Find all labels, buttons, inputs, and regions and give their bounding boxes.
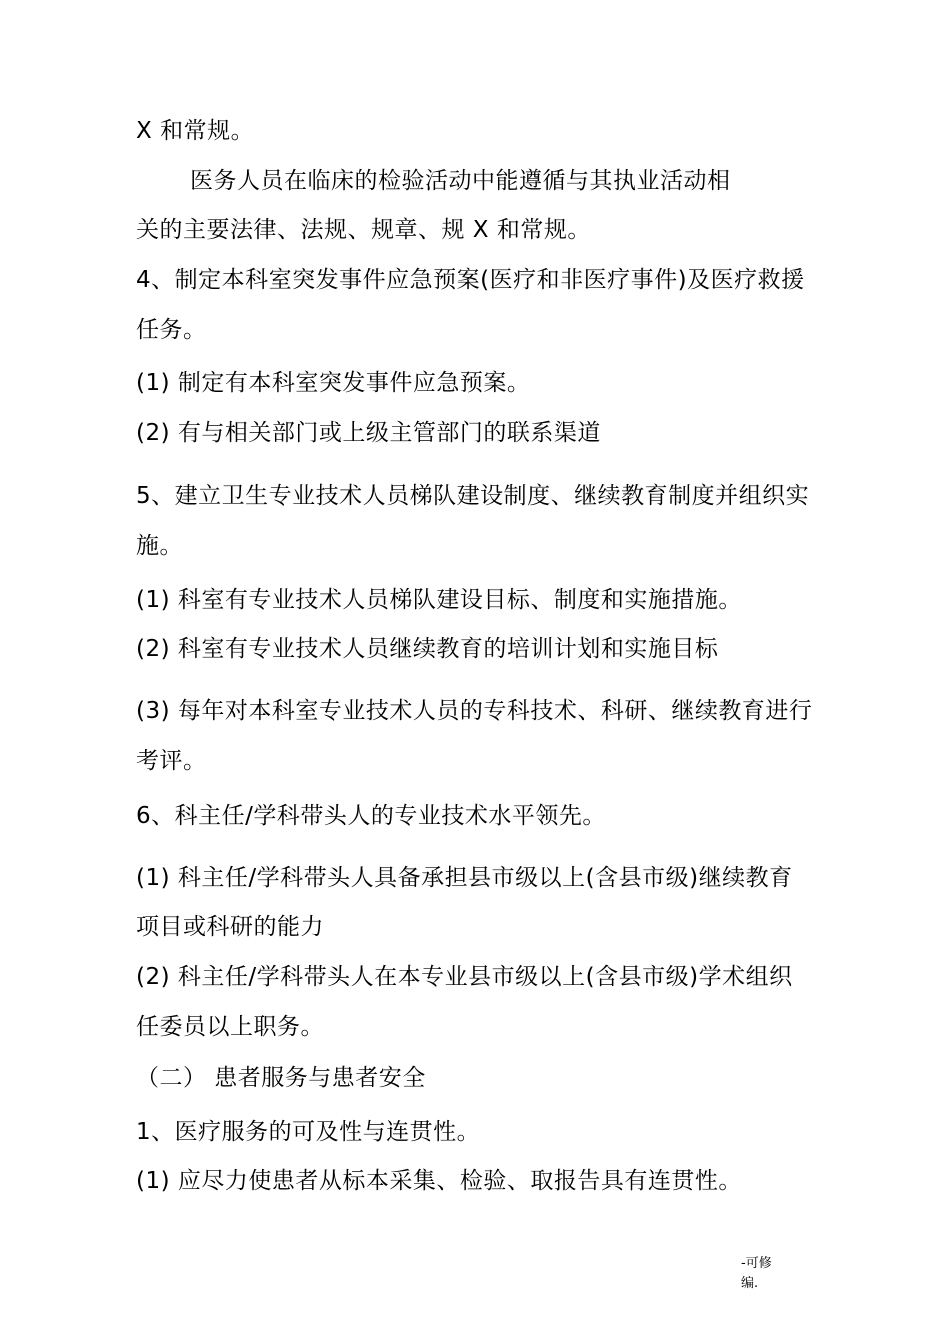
text-line: X 和常规。 <box>136 118 255 144</box>
text-line: 6、科主任/学科带头人的专业技术水平领先。 <box>136 803 606 829</box>
text-line: 考评。 <box>136 748 207 774</box>
section-heading: （二） 患者服务与患者安全 <box>136 1065 426 1091</box>
text-line: (2) 科主任/学科带头人在本专业县市级以上(含县市级)学术组织 <box>136 964 793 990</box>
footer-note-line1: -可修 <box>741 1256 772 1271</box>
text-line: (1) 应尽力使患者从标本采集、检验、取报告具有连贯性。 <box>136 1168 742 1194</box>
text-line: (3) 每年对本科室专业技术人员的专科技术、科研、继续教育进行 <box>136 698 813 724</box>
text-line: (1) 科主任/学科带头人具备承担县市级以上(含县市级)继续教育 <box>136 865 793 891</box>
text-line: (1) 科室有专业技术人员梯队建设目标、制度和实施措施。 <box>136 587 742 613</box>
text-line: 1、医疗服务的可及性与连贯性。 <box>136 1119 481 1145</box>
text-line: (2) 有与相关部门或上级主管部门的联系渠道 <box>136 420 601 446</box>
text-line: (1) 制定有本科室突发事件应急预案。 <box>136 370 531 396</box>
text-line: 施。 <box>136 533 183 559</box>
text-line: 任委员以上职务。 <box>136 1014 324 1040</box>
footer-note-line2: 编. <box>741 1276 759 1291</box>
text-line: 5、建立卫生专业技术人员梯队建设制度、继续教育制度并组织实 <box>136 483 810 509</box>
text-line: (2) 科室有专业技术人员继续教育的培训计划和实施目标 <box>136 636 719 662</box>
text-line: 4、制定本科室突发事件应急预案(医疗和非医疗事件)及医疗救援 <box>136 267 805 293</box>
text-line: 任务。 <box>136 317 207 343</box>
text-line: 关的主要法律、法规、规章、规 X 和常规。 <box>136 217 591 243</box>
text-line: 医务人员在临床的检验活动中能遵循与其执业活动相 <box>190 168 731 194</box>
text-line: 项目或科研的能力 <box>136 914 324 940</box>
